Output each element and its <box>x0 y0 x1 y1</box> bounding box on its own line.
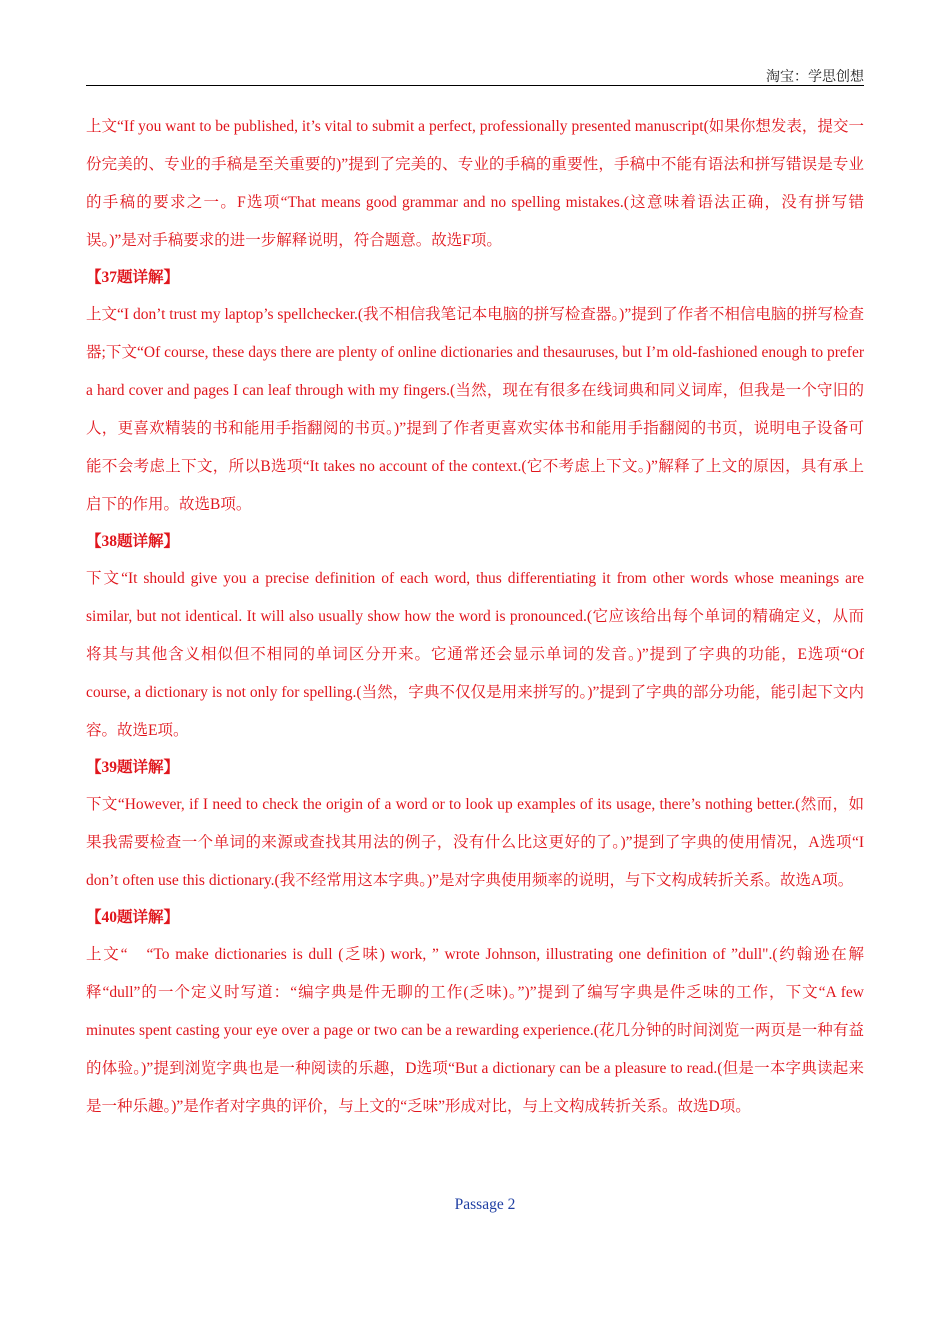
heading-38: 【38题详解】 <box>86 533 180 550</box>
passage-label: Passage 2 <box>454 1196 516 1213</box>
paragraph-39-explanation: 下文“However, if I need to check the origin of a word or to look up examples of its usage, there’s nothing better.(然而，如果我需要检查一个单词的来源或查找其用法的例子，没有什么比这更好的了。)”提到了字典的使用情况，A选项“I don’t often use this dictionary.(我不经常用这本字典。)”是对字典使用频率的说明，与下文构成转折关系。故选A项。 <box>86 796 864 889</box>
document-body <box>86 108 864 1126</box>
paragraph-37-explanation: 上文“I don’t trust my laptop’s spellchecker.(我不相信我笔记本电脑的拼写检查器。)”提到了作者不相信电脑的拼写检查器;下文“Of course, these days there are plenty of online dictionaries and thesauruses, but I’m old-fashioned enough to prefer a hard cover and pages I can leaf through with my fingers.(当然，现在有很多在线词典和同义词库，但我是一个守旧的人，更喜欢精装的书和能用手指翻阅的书页。)”提到了作者更喜欢实体书和能用手指翻阅的书页，说明电子设备可能不会考虑上下文，所以B选项“It takes no account of the context.(它不考虑上下文。)”解释了上文的原因，具有承上启下的作用。故选B项。 <box>86 306 864 513</box>
header-text: 淘宝：学思创想 <box>766 70 864 85</box>
heading-40: 【40题详解】 <box>86 909 180 926</box>
heading-39: 【39题详解】 <box>86 759 180 776</box>
paragraph-38-explanation: 下文“It should give you a precise definition of each word, thus differentiating it from other words whose meanings are similar, but not identical. It will also usually show how the word is pronounced.(它应该给出每个单词的精确定义，从而将其与其他含义相似但不相同的单词区分开来。它通常还会显示单词的发音。)”提到了字典的功能，E选项“Of course, a dictionary is not only for spelling.(当然，字典不仅仅是用来拼写的。)”提到了字典的部分功能，能引起下文内容。故选E项。 <box>86 570 864 739</box>
header-rule <box>86 85 864 86</box>
paragraph-40-explanation: 上文“ “To make dictionaries is dull (乏味) work, ” wrote Johnson, illustrating one definition of ”dull".(约翰逊在解释“dull”的一个定义时写道：“编字典是件无聊的工作(乏味)。”)”提到了编写字典是件乏味的工作，下文“A few minutes spent casting your eye over a page or two can be a rewarding experience.(花几分钟的时间浏览一两页是一种有益的体验。)”提到浏览字典也是一种阅读的乐趣，D选项“But a dictionary can be a pleasure to read.(但是一本字典读起来是一种乐趣。)”是作者对字典的评价，与上文的“乏味”形成对比，与上文构成转折关系。故选D项。 <box>86 946 864 1115</box>
heading-37: 【37题详解】 <box>86 269 180 286</box>
paragraph-36-explanation: 上文“If you want to be published, it’s vital to submit a perfect, professionally presented manuscript(如果你想发表，提交一份完美的、专业的手稿是至关重要的)”提到了完美的、专业的手稿的重要性，手稿中不能有语法和拼写错误是专业的手稿的要求之一。F选项“That means good grammar and no spelling mistakes.(这意味着语法正确，没有拼写错误。)”是对手稿要求的进一步解释说明，符合题意。故选F项。 <box>86 118 864 249</box>
